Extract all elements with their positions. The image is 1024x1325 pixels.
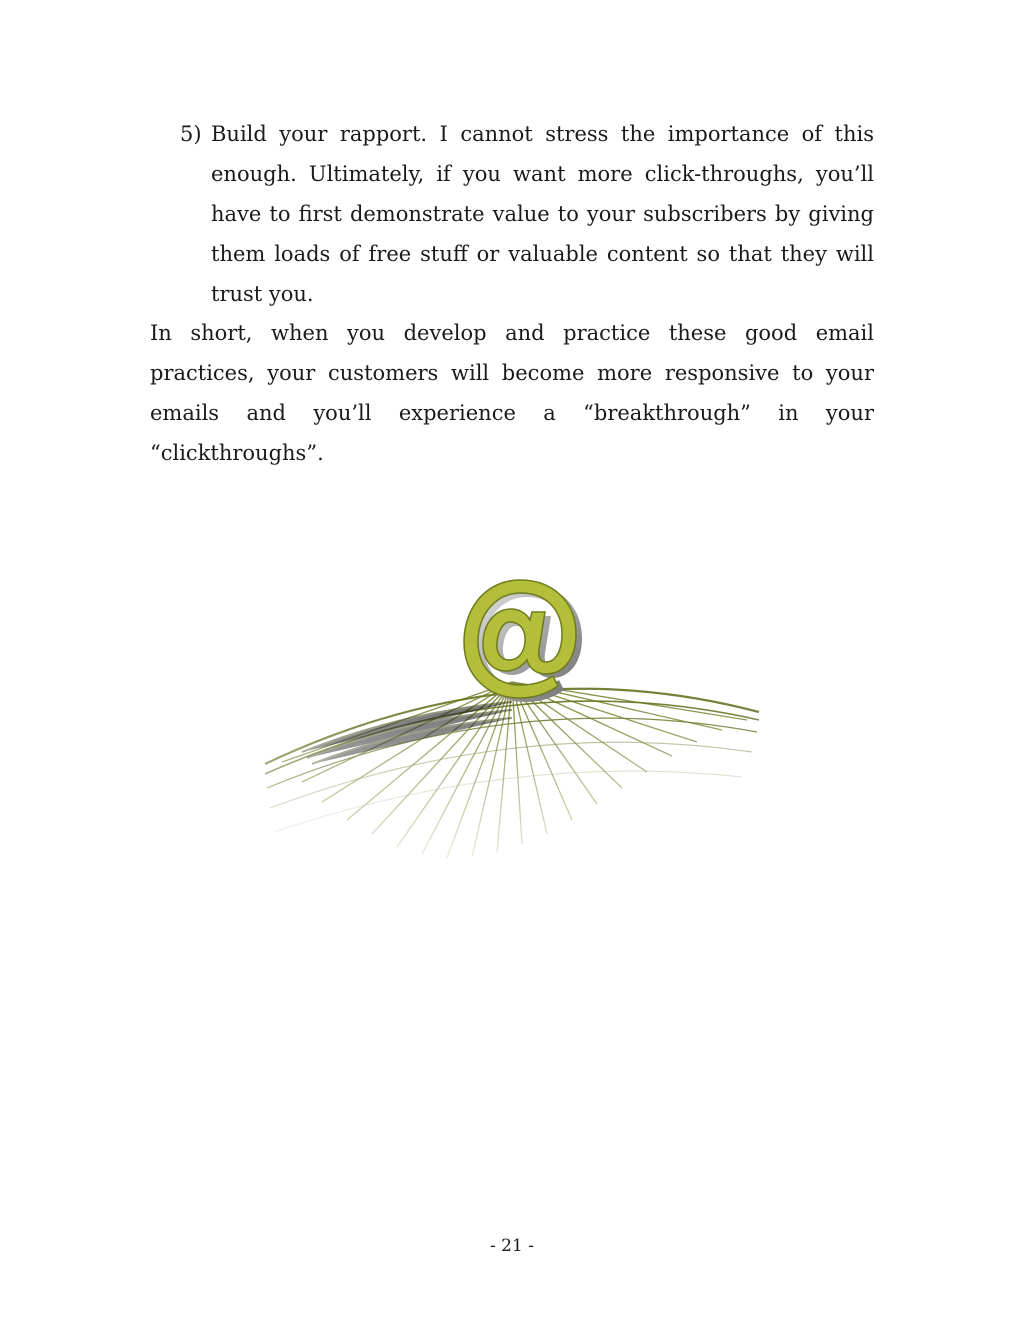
- email-at-sign-illustration: [262, 552, 762, 882]
- page-number: - 21 -: [490, 1236, 534, 1256]
- list-item-text: Build your rapport. I cannot stress the importance of this enough. Ultimately, if you want more click-throughs, you’ll have to first demonstrate value to your subscribers by giving them loads of free stuff or valuable content so that they will trust you.: [211, 122, 874, 306]
- summary-paragraph: In short, when you develop and practice these good email practices, your customers will become more responsive to your emails and you’ll experience a “breakthrough” in your “clickthroughs”.: [150, 321, 874, 465]
- list-item-number: 5): [180, 122, 202, 146]
- at-sign-icon: [262, 552, 762, 882]
- numbered-list-item: [180, 114, 874, 314]
